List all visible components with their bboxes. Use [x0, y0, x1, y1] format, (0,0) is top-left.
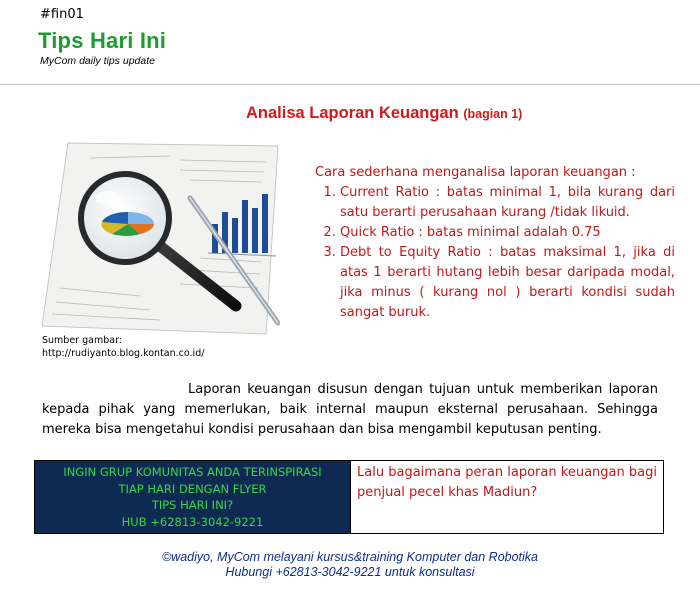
promo-line-3: TIPS HARI INI? — [151, 498, 234, 512]
article-title — [246, 104, 522, 123]
promo-line-2: TIAP HARI DENGAN FLYER — [118, 481, 267, 496]
article-title-main: Analisa Laporan Keuangan — [246, 104, 459, 122]
footer — [0, 550, 700, 580]
body-paragraph: Laporan keuangan disusun dengan tujuan untuk memberikan laporan kepada pihak yang memerlukan, baik internal maupun eksternal perusahaan. Sehingga mereka bisa mengetahui kondisi perusahaan dan bisa mengambil keputusan penting. — [42, 382, 658, 437]
promo-phone: HUB +62813-3042-9221 — [121, 514, 264, 529]
article-title-sub: (bagian 1) — [463, 107, 523, 121]
ratio-item-current: 1. Current Ratio : batas minimal 1, bila kurang dari satu berarti perusahaan kurang /tidak likuid. — [340, 183, 675, 223]
promo-line-1: INGIN GRUP KOMUNITAS ANDA TERINSPIRASI — [63, 465, 322, 479]
community-promo — [35, 461, 350, 533]
ratio-item-quick: 2. Quick Ratio : batas minimal adalah 0.75 — [340, 223, 675, 243]
flyer-code: #fin01 — [40, 7, 84, 22]
magnifier-report-image — [40, 138, 280, 336]
brand-title: Tips Hari Ini — [38, 28, 167, 53]
analysis-tips — [315, 163, 675, 323]
tips-intro: Cara sederhana menganalisa laporan keuangan : — [315, 165, 636, 180]
image-credit-url: http://rudiyanto.blog.kontan.co.id/ — [42, 348, 205, 359]
ratio-item-debt-equity: 3. Debt to Equity Ratio : batas maksimal 1, jika di atas 1 berarti hutang lebih besar daripada modal, jika minus ( kurang nol ) berarti kondisi sudah sangat buruk. — [340, 243, 675, 323]
header-divider — [0, 84, 700, 85]
image-credit-label: Sumber gambar: — [42, 335, 123, 346]
bottom-box — [34, 460, 664, 534]
ratio-list — [315, 183, 675, 323]
footer-copyright: ©wadiyo, MyCom melayani kursus&training Komputer dan Robotika — [161, 550, 539, 564]
discussion-question: Lalu bagaimana peran laporan keuangan bagi penjual pecel khas Madiun? — [350, 461, 663, 533]
image-credit — [42, 334, 204, 360]
brand-tagline: MyCom daily tips update — [40, 55, 155, 67]
footer-contact: Hubungi +62813-3042-9221 untuk konsultasi — [225, 565, 475, 579]
